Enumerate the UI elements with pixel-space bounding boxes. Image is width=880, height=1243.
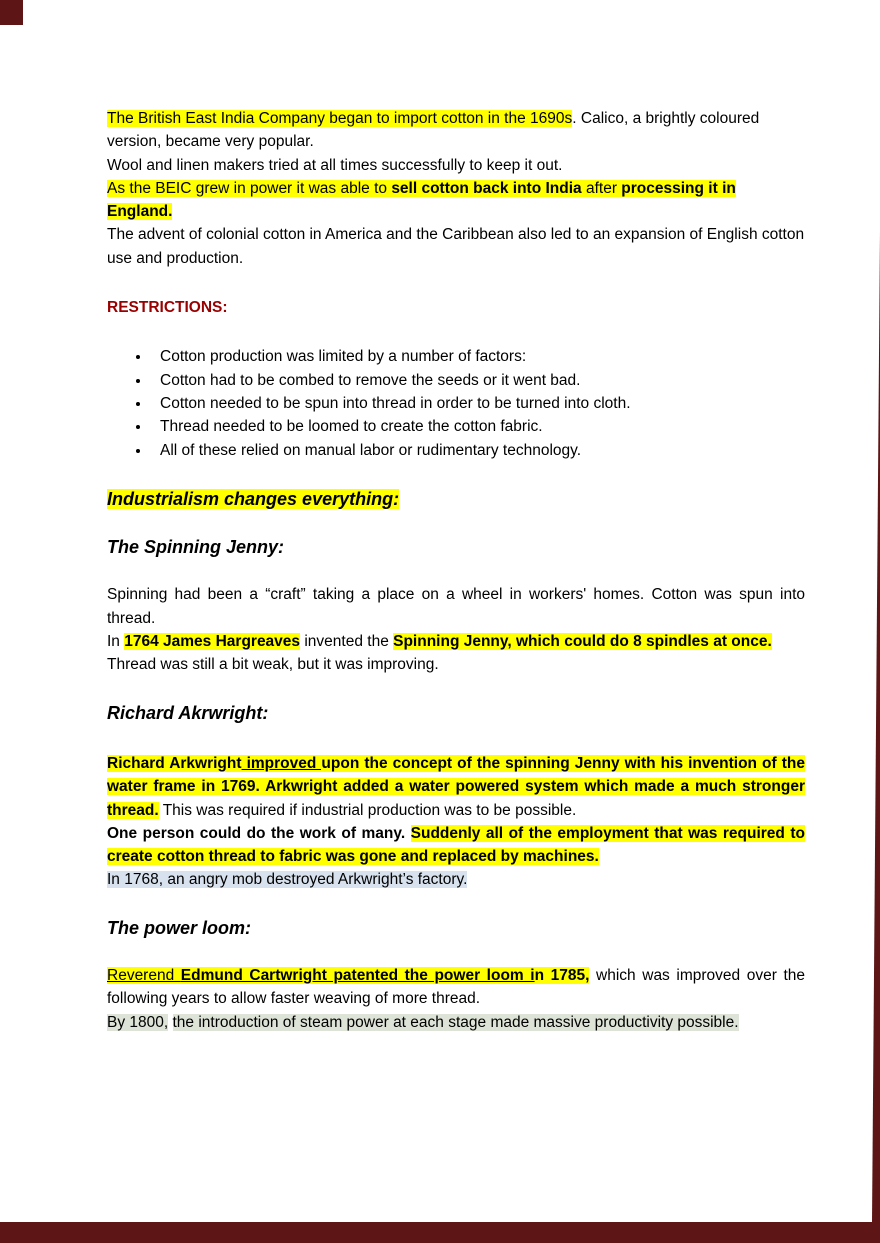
text-run: The power loom:: [107, 917, 251, 938]
paragraph-beic-import: [107, 107, 805, 154]
heading-richard-arkwright: [107, 702, 805, 725]
text-run: n 1785,: [534, 967, 590, 985]
bullet-item: [151, 345, 805, 368]
text-run: Spinning Jenny, which could do 8 spindles at once.: [393, 633, 772, 651]
paragraph-mob-1768: [107, 868, 805, 891]
text-run: upon the concept of the spinning Jenny with his invention of the water frame in 1769. Arkwright added a water powered system which made a much stronger thread.: [107, 754, 805, 819]
text-run: The advent of colonial cotton in America and the Caribbean also led to an expansion of English cotton use and production.: [107, 226, 805, 267]
paragraph-spinning-craft: [107, 583, 805, 630]
bullet-item: [151, 392, 805, 415]
heading-restrictions: [107, 296, 805, 319]
paragraph-hargreaves: [107, 630, 805, 653]
paragraph-steam-1800: [107, 1011, 805, 1034]
text-run: Cotton needed to be spun into thread in order to be turned into cloth.: [160, 394, 631, 412]
paragraph-wool-linen: [107, 154, 805, 177]
text-run: Thread needed to be loomed to create the cotton fabric.: [160, 418, 543, 436]
text-run: Thread was still a bit weak, but it was improving.: [107, 656, 439, 674]
text-run: Edmund Cartwright patented the power loom i: [180, 967, 535, 985]
text-run: One person could do the work of many.: [107, 824, 411, 842]
text-run: the introduction of steam power at each stage made massive productivity possible.: [172, 1013, 739, 1031]
text-run: The Spinning Jenny:: [107, 537, 285, 558]
text-run: This was required if industrial production was to be possible.: [158, 801, 577, 819]
text-run: . Calico, a brightly coloured version, became very popular.: [107, 110, 760, 151]
text-run: Industrialism changes everything:: [107, 488, 400, 509]
page-corner-top-left: [0, 0, 23, 25]
text-run: In: [107, 633, 125, 651]
text-run: after: [581, 179, 622, 197]
text-run: invented the: [300, 633, 394, 651]
paragraph-cartwright: [107, 964, 805, 1011]
text-run: Spinning had been a “craft” taking a place on a wheel in workers' homes. Cotton was spun into thread.: [107, 586, 805, 627]
text-run: The British East India Company began to import cotton in the 1690s: [107, 110, 573, 127]
bullet-list: [107, 345, 805, 461]
text-run: [168, 1014, 172, 1031]
text-run: improved: [241, 754, 322, 772]
text-run: which was improved over the following years to allow faster weaving of more thread.: [107, 967, 806, 1008]
paragraph-sell-back: [107, 177, 805, 224]
text-run: Reverend: [107, 967, 181, 985]
heading-power-loom: [107, 917, 805, 940]
text-run: RESTRICTIONS:: [107, 299, 228, 317]
text-run: processing it in England.: [107, 179, 736, 221]
text-run: Cotton production was limited by a number of factors:: [160, 348, 527, 366]
text-run: In 1768, an angry mob destroyed Arkwright’s factory.: [107, 871, 468, 889]
text-run: 1764 James Hargreaves: [124, 633, 301, 651]
paragraph-colonial-cotton: [107, 223, 805, 270]
text-run: Cotton had to be combed to remove the seeds or it went bad.: [160, 371, 581, 389]
bullet-item: [151, 439, 805, 462]
paragraph-arkwright-water-frame: [107, 752, 805, 822]
heading-industrialism: [107, 488, 805, 511]
text-run: By 1800,: [107, 1013, 169, 1031]
text-run: Suddenly all of the employment that was required to create cotton thread to fabric was gone and replaced by machines.: [107, 824, 805, 866]
heading-spinning-jenny: [107, 536, 805, 559]
bullet-item: [151, 415, 805, 438]
text-run: Richard Arkwright: [107, 754, 242, 772]
text-run: Wool and linen makers tried at all times successfully to keep it out.: [107, 156, 563, 174]
paragraph-employment-machines: [107, 822, 805, 869]
bullet-item: [151, 369, 805, 392]
text-run: As the BEIC grew in power it was able to: [107, 179, 392, 197]
text-run: sell cotton back into India: [391, 179, 582, 197]
text-run: Richard Akrwright:: [107, 702, 269, 723]
text-run: All of these relied on manual labor or rudimentary technology.: [160, 441, 582, 459]
paragraph-thread-weak: [107, 653, 805, 676]
